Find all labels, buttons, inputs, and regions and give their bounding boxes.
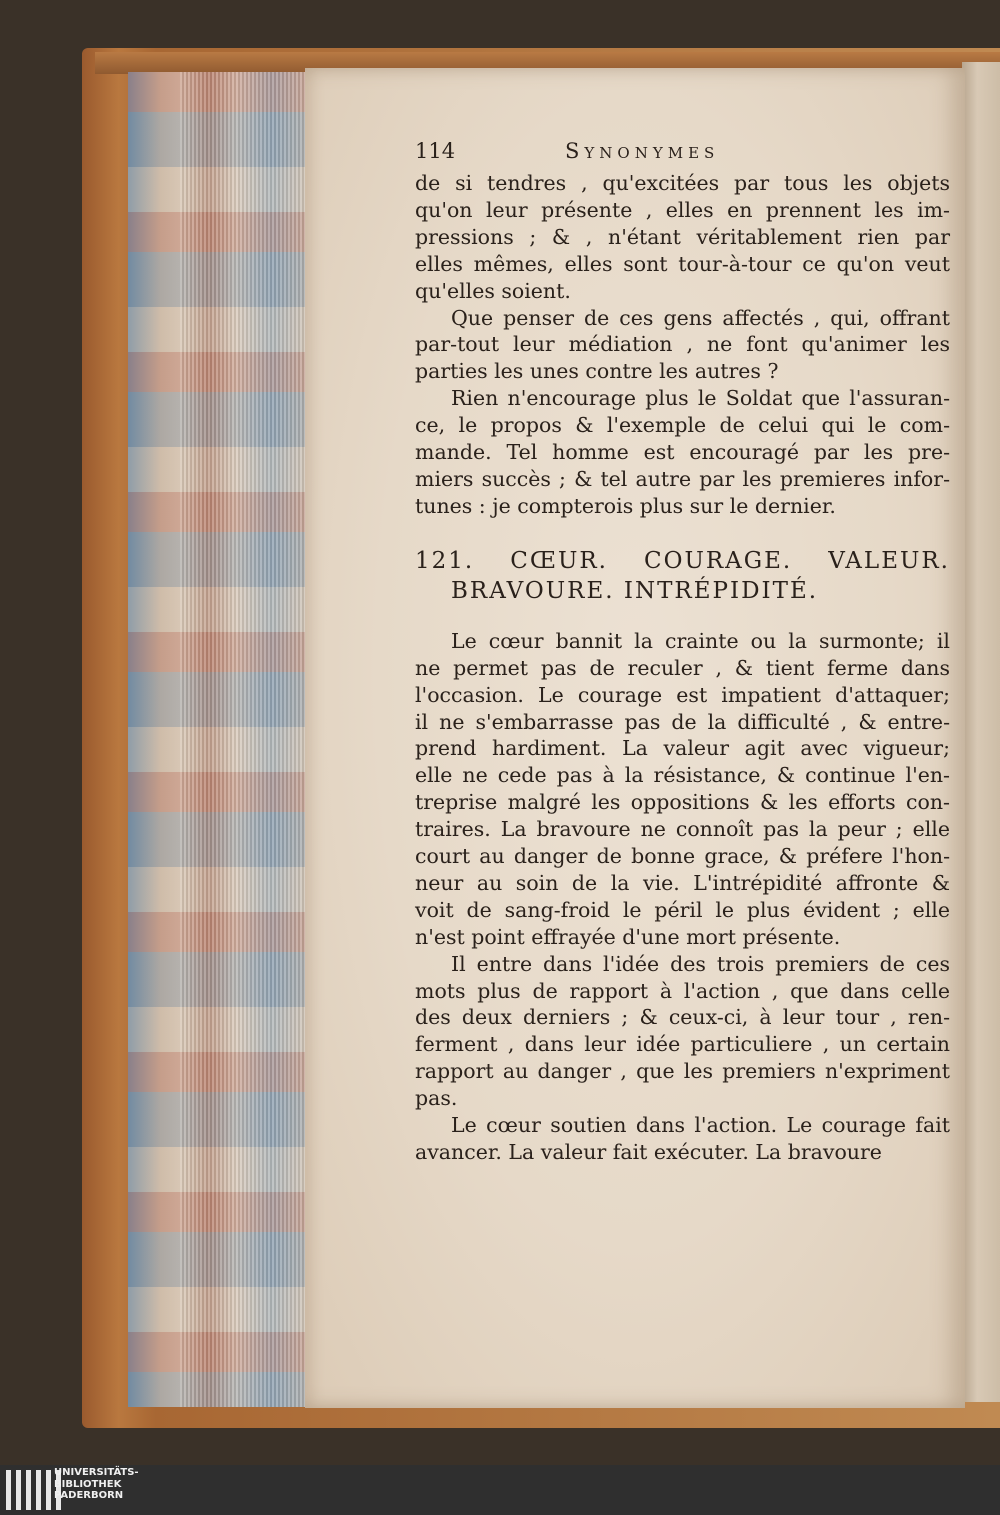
text-line: ne permet pas de reculer , & tient ferme dans — [415, 655, 950, 680]
page-edges — [180, 72, 305, 1407]
text-line: Le cœur bannit la crainte ou la surmonte; il — [451, 628, 950, 653]
logo-line-1: UNIVERSITÄTS- — [54, 1467, 139, 1478]
logo-line-2: BIBLIOTHEK — [54, 1478, 122, 1490]
running-title: Synonymes — [565, 139, 720, 163]
text-line: n'est point effrayée d'une mort présente. — [415, 924, 841, 949]
text-line: Rien n'encourage plus le Soldat que l'assuran- — [451, 386, 950, 411]
library-footer — [0, 1465, 1000, 1515]
text-line: mots plus de rapport à l'action , que dans celle — [415, 978, 950, 1003]
text-line: miers succès ; & tel autre par les premieres infor- — [415, 466, 950, 491]
text-line: avancer. La valeur fait exécuter. La bravoure — [415, 1140, 882, 1164]
text-line: mande. Tel homme est encouragé par les pre- — [415, 440, 950, 465]
facing-page-edge — [962, 62, 1000, 1402]
library-logo-text — [54, 1467, 139, 1502]
text-line: voit de sang-froid le péril le plus évident ; elle — [415, 897, 950, 922]
text-line: qu'elles soient. — [415, 278, 571, 303]
text-line: parties les unes contre les autres ? — [415, 359, 779, 384]
text-line: Le cœur soutien dans l'action. Le courage fait — [451, 1113, 950, 1138]
text-line: qu'on leur présente , elles en prennent les im- — [415, 197, 950, 222]
paragraph — [415, 170, 950, 305]
text-line: Il entre dans l'idée des trois premiers de ces — [451, 951, 950, 976]
running-head — [415, 138, 950, 170]
paragraph — [415, 1112, 950, 1166]
text-line: pas. — [415, 1086, 458, 1111]
paragraph — [415, 385, 950, 520]
text-line: il ne s'embarrasse pas de la difficulté , & entre- — [415, 709, 950, 734]
paragraph — [415, 951, 950, 1112]
text-before-heading — [415, 170, 950, 520]
paragraph — [415, 305, 950, 386]
page-number: 114 — [415, 139, 456, 163]
logo-line-3: PADERBORN — [54, 1490, 124, 1501]
text-line: court au danger de bonne grace, & préfere l'hon- — [415, 844, 950, 869]
text-line: tunes : je compterois plus sur le dernier. — [415, 493, 836, 518]
text-line: pressions ; & , n'étant véritablement rien par — [415, 224, 950, 249]
text-line: elle ne cede pas à la résistance, & continue l'en- — [415, 763, 950, 788]
text-line: l'occasion. Le courage est impatient d'attaquer; — [415, 682, 950, 707]
section-heading — [415, 546, 950, 606]
section-heading-line-1: 121. CŒUR. COURAGE. VALEUR. — [415, 547, 950, 574]
text-line: prend hardiment. La valeur agit avec vigueur; — [415, 736, 950, 761]
text-line: rapport au danger , que les premiers n'expriment — [415, 1059, 950, 1084]
paragraph — [415, 628, 950, 951]
text-line: par-tout leur médiation , ne font qu'animer les — [415, 332, 950, 357]
page-text — [415, 138, 950, 1166]
text-line: elles mêmes, elles sont tour-à-tour ce qu'on veut — [415, 251, 950, 276]
section-heading-line-2: BRAVOURE. INTRÉPIDITÉ. — [451, 577, 819, 604]
text-line: ferment , dans leur idée particuliere , un certain — [415, 1032, 950, 1057]
text-line: neur au soin de la vie. L'intrépidité affronte & — [415, 870, 950, 895]
text-line: des deux derniers ; & ceux-ci, à leur tour , ren- — [415, 1005, 950, 1030]
text-after-heading — [415, 628, 950, 1166]
text-line: ce, le propos & l'exemple de celui qui le com- — [415, 413, 950, 438]
text-line: de si tendres , qu'excitées par tous les objets — [415, 171, 950, 195]
text-line: treprise malgré les oppositions & les efforts con- — [415, 790, 950, 815]
text-line: traires. La bravoure ne connoît pas la peur ; elle — [415, 817, 950, 842]
text-line: Que penser de ces gens affectés , qui, offrant — [451, 305, 950, 330]
library-logo-icon — [6, 1470, 61, 1510]
